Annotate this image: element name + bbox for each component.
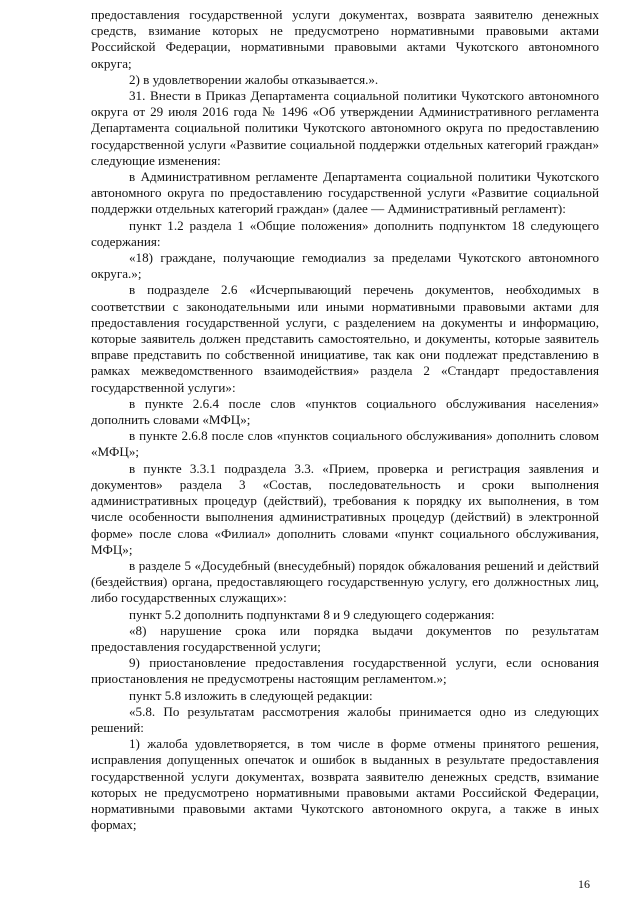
- paragraph: 9) приостановление предоставления государственной услуги, если основания приостановления не предусмотрены настоящим регламентом.»;: [91, 655, 599, 687]
- paragraph: пункт 5.2 дополнить подпунктами 8 и 9 следующего содержания:: [129, 606, 495, 622]
- paragraph: в подразделе 2.6 «Исчерпывающий перечень документов, необходимых в соответствии с законодательными или иными нормативными правовыми актами для предоставления государственной услуги, с разделением на документы и информацию, которые заявитель должен представить самостоятельно, и документы, которые заявитель вправе представить по собственной инициативе, так как они подлежат представлению в рамках межведомственного взаимодействия» раздела 2 «Стандарт предоставления государственной услуги»:: [91, 282, 599, 395]
- paragraph: в пункте 2.6.8 после слов «пунктов социального обслуживания» дополнить словом «МФЦ»;: [91, 428, 599, 460]
- paragraph: «18) граждане, получающие гемодиализ за пределами Чукотского автономного округа.»;: [91, 250, 599, 282]
- paragraph: пункт 1.2 раздела 1 «Общие положения» дополнить подпунктом 18 следующего содержания:: [91, 217, 599, 249]
- paragraph: в Административном регламенте Департамента социальной политики Чукотского автономного округа по предоставлению государственной услуги «Развитие социальной поддержки отдельных категорий граждан» (далее — Административный регламент):: [91, 169, 599, 217]
- paragraph: в разделе 5 «Досудебный (внесудебный) порядок обжалования решений и действий (бездействия) органа, предоставляющего государственную услугу, его должностных лиц, либо государственных служащих»:: [91, 557, 599, 606]
- paragraph: 2) в удовлетворении жалобы отказывается.».: [129, 71, 379, 87]
- paragraph: предоставления государственной услуги документах, возврата заявителю денежных средств, взимание которых не предусмотрено нормативными правовыми актами Российской Федерации, нормативными правовыми актами Чукотского автономного округа;: [91, 7, 599, 71]
- paragraph: «8) нарушение срока или порядка выдачи документов по результатам предоставления государственной услуги;: [91, 622, 599, 654]
- page-number: 16: [578, 877, 590, 891]
- document-body: [91, 7, 599, 833]
- paragraph: пункт 5.8 изложить в следующей редакции:: [129, 687, 373, 703]
- paragraph: 31. Внести в Приказ Департамента социальной политики Чукотского автономного округа от 29 июля 2016 года № 1496 «Об утверждении Административного регламента Департамента социальной политики Чукотского автономного округа по предоставлению государственной услуги «Развитие социальной поддержки отдельных категорий граждан» следующие изменения:: [91, 88, 599, 168]
- paragraph: в пункте 2.6.4 после слов «пунктов социального обслуживания населения» дополнить словами «МФЦ»;: [91, 395, 599, 428]
- paragraph: в пункте 3.3.1 подраздела 3.3. «Прием, проверка и регистрация заявления и документов» раздела 3 «Состав, последовательность и сроки выполнения административных процедур (действий), требования к порядку их выполнения, в том числе особенности выполнения административных процедур (действий) в электронной форме» после слова «Филиал» дополнить словами «пункт социального обслуживания, МФЦ»;: [91, 460, 599, 557]
- paragraph: 1) жалоба удовлетворяется, в том числе в форме отмены принятого решения, исправления допущенных опечаток и ошибок в выданных в результате предоставления государственной услуги документах, возврата заявителю денежных средств, взимание которых не предусмотрено нормативными правовыми актами Российской Федерации, нормативными правовыми актами Чукотского автономного округа, а также в иных формах;: [91, 736, 599, 833]
- paragraph: «5.8. По результатам рассмотрения жалобы принимается одно из следующих решений:: [91, 703, 599, 735]
